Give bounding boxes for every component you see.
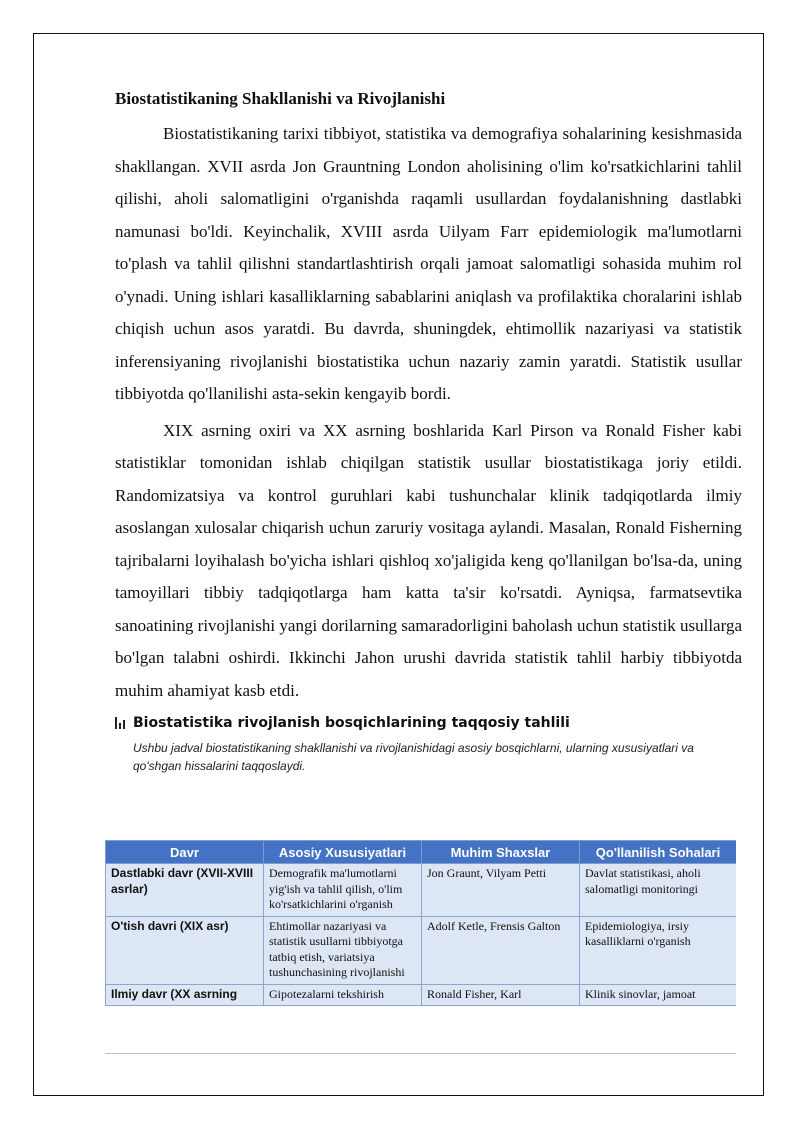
table-cell: Klinik sinovlar, jamoat: [580, 984, 737, 1006]
table-cell: Jon Graunt, Vilyam Petti: [422, 864, 580, 917]
comparison-table: [105, 840, 736, 1006]
table-cell: Epidemiologiya, irsiy kasalliklarni o'rganish: [580, 916, 737, 984]
table-cell: Adolf Ketle, Frensis Galton: [422, 916, 580, 984]
bar-chart-icon: [115, 717, 127, 729]
column-header: Asosiy Xususiyatlari: [264, 841, 422, 864]
table-header-row: [106, 841, 737, 864]
table-cell: Ilmiy davr (XX asrning: [106, 984, 264, 1006]
column-header: Davr: [106, 841, 264, 864]
table-cell: Gipotezalarni tekshirish: [264, 984, 422, 1006]
comparison-table-container: [105, 840, 736, 1054]
table-cell: O'tish davri (XIX asr): [106, 916, 264, 984]
table-cell: Dastlabki davr (XVII-XVIII asrlar): [106, 864, 264, 917]
table-row: [106, 864, 737, 917]
column-header: Muhim Shaxslar: [422, 841, 580, 864]
table-row: [106, 984, 737, 1006]
table-heading: [115, 715, 742, 731]
table-description: Ushbu jadval biostatistikaning shakllanishi va rivojlanishidagi asosiy bosqichlarni, ularning xususiyatlari va qo'shgan hissalarini taqqoslaydi.: [133, 741, 694, 773]
document-title: Biostatistikaning Shakllanishi va Rivojlanishi: [115, 89, 446, 108]
table-cell: Davlat statistikasi, aholi salomatligi monitoringi: [580, 864, 737, 917]
table-heading-text: Biostatistika rivojlanish bosqichlarining taqqosiy tahlili: [133, 715, 570, 731]
paragraph-2: XIX asrning oxiri va XX asrning boshlarida Karl Pirson va Ronald Fisher kabi statistiklar tomonidan ishlab chiqilgan statistik usullar biostatistikaga joriy etildi. Randomizatsiya va kontrol guruhlari kabi tushunchalar klinik tadqiqotlarda ilmiy asoslangan xulosalar chiqarish uchun zaruriy vositaga aylandi. Masalan, Ronald Fisherning tajribalarni loyihalash bo'yicha ishlari qishloq xo'jaligida keng qo'llanilgan bo'lsa-da, uning tamoyillari tibbiy tadqiqotlarga ham katta ta'sir ko'rsatdi. Ayniqsa, farmatsevtika sanoatining rivojlanishi yangi dorilarning samaradorligini baholash uchun statistik usullarga bo'lgan talabni oshirdi. Ikkinchi Jahon urushi davrida statistik tahlil harbiy tibbiyotda muhim ahamiyat kasb etdi.: [115, 420, 742, 700]
table-row: [106, 916, 737, 984]
table-cell: Ronald Fisher, Karl: [422, 984, 580, 1006]
column-header: Qo'llanilish Sohalari: [580, 841, 737, 864]
table-cell: Ehtimollar nazariyasi va statistik usullarni tibbiyotga tatbiq etish, variatsiya tushunchasining rivojlanishi: [264, 916, 422, 984]
document-body: [115, 88, 742, 781]
paragraph-1: Biostatistikaning tarixi tibbiyot, statistika va demografiya sohalarining kesishmasida shakllangan. XVII asrda Jon Grauntning London aholisining o'lim ko'rsatkichlarini tahlil qilishi, aholi salomatligini o'rganishda raqamli usullardan foydalanishning dastlabki namunasi bo'ldi. Keyinchalik, XVIII asrda Uilyam Farr epidemiologik ma'lumotlarni to'plash va tahlil qilishni standartlashtirish orqali jamoat salomatligi sohasida muhim rol o'ynadi. Uning ishlari kasalliklarning sabablarini aniqlash va profilaktika choralarini ishlab chiqish uchun asos yaratdi. Bu davrda, shuningdek, ehtimollik nazariyasi va statistik inferensiyaning rivojlanishi biostatistika uchun nazariy zamin yaratdi. Statistik usullar tibbiyotda qo'llanilishi asta-sekin kengayib bordi.: [115, 124, 742, 403]
table-cell: Demografik ma'lumotlarni yig'ish va tahlil qilish, o'lim ko'rsatkichlarini o'rganish: [264, 864, 422, 917]
